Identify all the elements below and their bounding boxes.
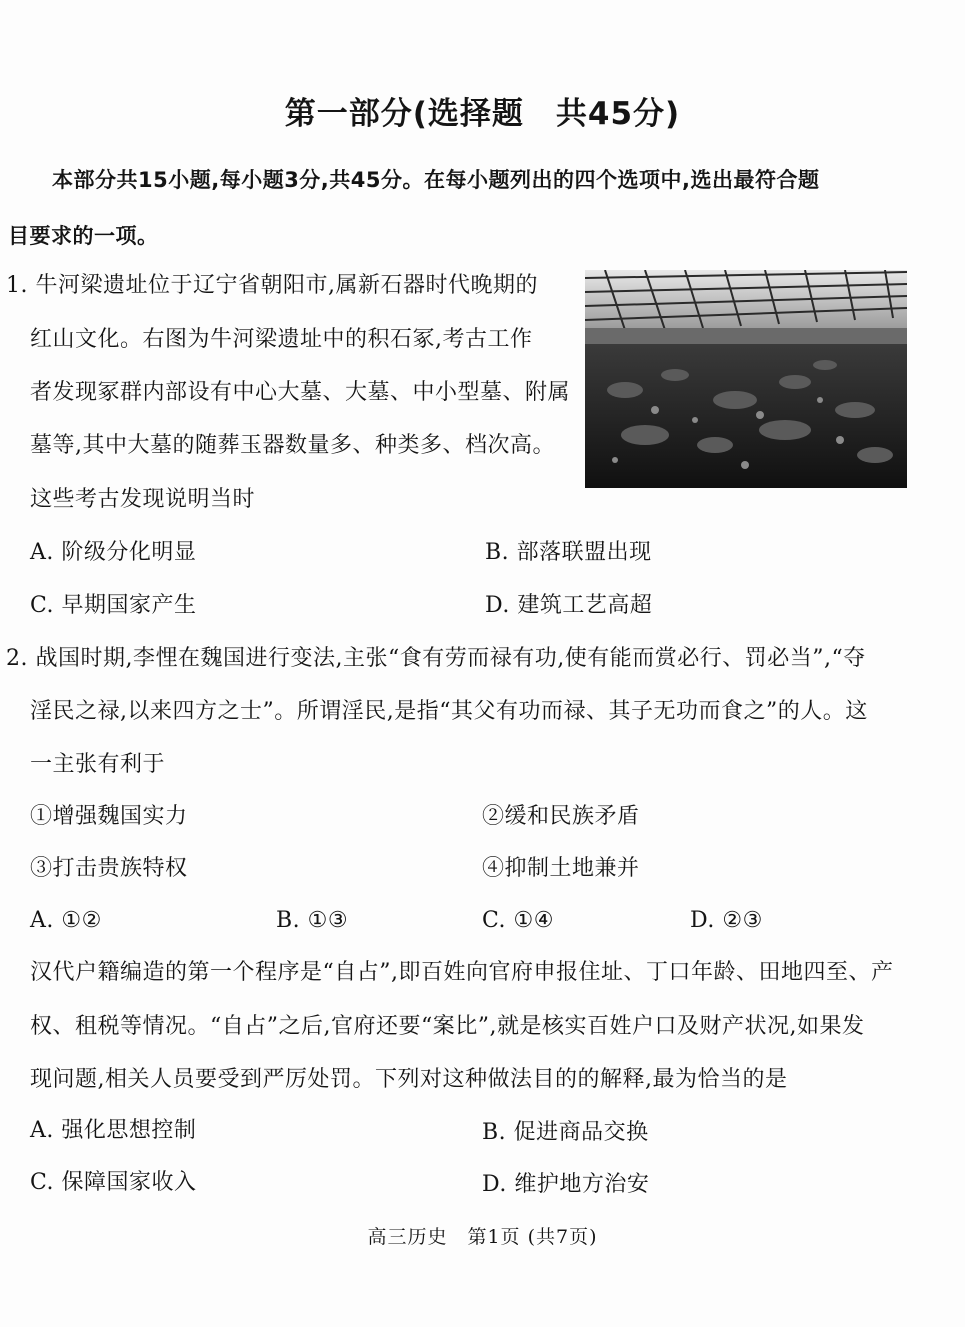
q1-line-3: 者发现冢群内部设有中心大墓、大墓、中小型墓、附属 xyxy=(30,380,571,405)
instructions-line-2: 目要求的一项。 xyxy=(8,224,159,248)
q3-option-a: A. 强化思想控制 xyxy=(30,1118,197,1143)
q1-option-c: C. 早期国家产生 xyxy=(30,593,197,618)
instructions-line-1: 本部分共15小题,每小题3分,共45分。在每小题列出的四个选项中,选出最符合题 xyxy=(52,168,820,192)
q2-line-3: 一主张有利于 xyxy=(30,752,166,777)
archaeology-site-photo xyxy=(585,270,907,488)
q3-line-3: 现问题,相关人员要受到严厉处罚。下列对这种做法目的的解释,最为恰当的是 xyxy=(30,1067,788,1092)
q3-option-b: B. 促进商品交换 xyxy=(482,1120,649,1145)
q3-line-2: 权、租税等情况。“自占”之后,官府还要“案比”,就是核实百姓户口及财产状况,如果发 xyxy=(30,1014,865,1039)
q2-item-2: ②缓和民族矛盾 xyxy=(482,804,640,829)
q2-line-1: 2. 战国时期,李悝在魏国进行变法,主张“食有劳而禄有功,使有能而赏必行、罚必当”,“夺 xyxy=(6,646,866,671)
q3-option-c: C. 保障国家收入 xyxy=(30,1170,197,1195)
q1-option-a: A. 阶级分化明显 xyxy=(30,540,197,565)
q1-line-1: 1. 牛河梁遗址位于辽宁省朝阳市,属新石器时代晚期的 xyxy=(6,273,538,298)
page-footer: 高三历史 第1页 (共7页) xyxy=(367,1226,598,1248)
q2-option-b: B. ①③ xyxy=(276,908,349,933)
q2-option-a: A. ①② xyxy=(30,908,102,933)
q1-line-4: 墓等,其中大墓的随葬玉器数量多、种类多、档次高。 xyxy=(30,433,555,458)
q2-line-2: 淫民之禄,以来四方之士”。所谓淫民,是指“其父有功而禄、其子无功而食之”的人。这 xyxy=(30,699,868,724)
q1-line-2: 红山文化。右图为牛河梁遗址中的积石冢,考古工作 xyxy=(30,327,533,352)
q2-item-3: ③打击贵族特权 xyxy=(30,856,188,881)
q3-line-1: 汉代户籍编造的第一个程序是“自占”,即百姓向官府申报住址、丁口年龄、田地四至、产 xyxy=(30,960,894,985)
section-title: 第一部分(选择题 共45分) xyxy=(284,96,681,132)
q2-option-c: C. ①④ xyxy=(482,908,554,933)
q1-option-b: B. 部落联盟出现 xyxy=(485,540,652,565)
stone-mound-photo-illustration xyxy=(585,270,907,488)
q1-line-5: 这些考古发现说明当时 xyxy=(30,487,256,512)
q3-option-d: D. 维护地方治安 xyxy=(482,1172,650,1197)
q2-item-4: ④抑制土地兼并 xyxy=(482,856,640,881)
q2-option-d: D. ②③ xyxy=(690,908,763,933)
q1-option-d: D. 建筑工艺高超 xyxy=(485,593,653,618)
q2-item-1: ①增强魏国实力 xyxy=(30,804,188,829)
